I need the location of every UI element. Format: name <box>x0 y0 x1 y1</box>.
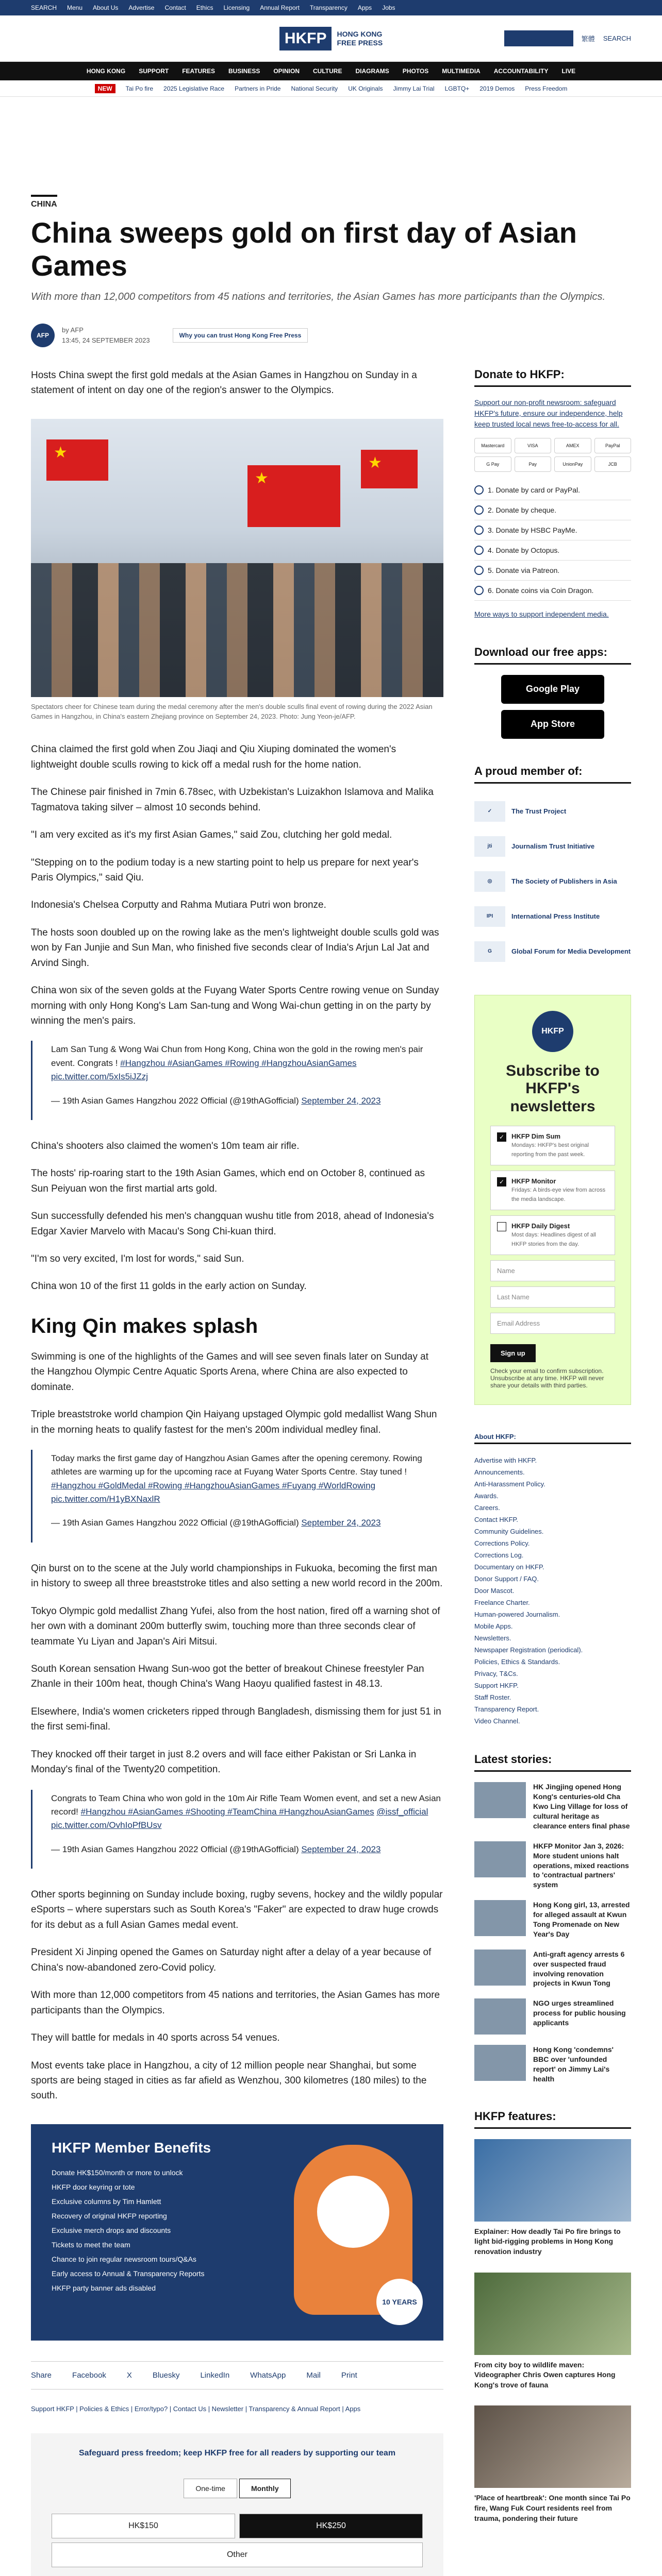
article-standfirst: With more than 12,000 competitors from 45 nations and territories, the Asian Games has more participants than the Olympics. <box>31 291 606 302</box>
donate-method[interactable]: 4. Donate by Octopus. <box>474 540 631 561</box>
member-org[interactable]: ✓ The Trust Project <box>474 794 631 829</box>
promo-item: Chance to join regular newsroom tours/Q&As <box>52 2255 196 2263</box>
share-bar <box>31 2361 443 2389</box>
paragraph: Other sports beginning on Sunday include boxing, rugby sevens, hockey and the wildly popular eSports – where superstars such as South Korea's "Faker" are expected to draw huge crowds for its debut as a full Asian Games medal event. <box>31 1889 443 1930</box>
topbar-link[interactable]: Licensing <box>223 4 250 11</box>
last-name-input[interactable]: Last Name <box>490 1286 615 1308</box>
pic-link[interactable]: pic.twitter.com/5xIs5iJZzj <box>51 1072 148 1082</box>
sidebar-heading: HKFP features: <box>474 2110 631 2129</box>
paragraph: Tokyo Olympic gold medallist Zhang Yufei, also from the host nation, fired off a warning shot of her own with a dominant 200m butterfly swim, touching more than three seconds clear of teammate Yu Liyan and Japan's Airi Mitsui. <box>31 1605 440 1647</box>
subnav-item[interactable]: 2025 Legislative Race <box>163 84 225 92</box>
sidebar-heading: Latest stories: <box>474 1753 631 1772</box>
topbar-link[interactable]: Jobs <box>382 4 395 11</box>
promo-item: HKFP door keyring or tote <box>52 2182 135 2191</box>
paragraph: China claimed the first gold when Zou Jiaqi and Qiu Xiuping dominated the women's lightweight double sculls rowing to kick off a medal rush for the home nation. <box>31 744 396 770</box>
about-link[interactable]: Announcements. <box>474 1468 525 1477</box>
about-link[interactable]: Corrections Log. <box>474 1551 524 1560</box>
paragraph: Sun successfully defended his men's changquan wushu title from 2018, ahead of Indonesia's Edgar Xavier Marvelo with Macau's Song Chi-kuan third. <box>31 1211 434 1237</box>
radio-icon <box>474 566 484 575</box>
paragraph: South Korean sensation Hwang Sun-woo got the better of breakout Chinese freestyler Pan Zhanle in their 100m heat, though China's Wang Haoyu qualified fastest in 48.13. <box>31 1664 424 1690</box>
paragraph: They knocked off their target in just 8.2 overs and will face either Pakistan or Sri Lanka in Monday's final of the Twenty20 competition. <box>31 1749 417 1775</box>
feature-item[interactable]: From city boy to wildlife maven: Videographer Chris Owen captures Hong Kong's trove of fauna <box>474 2273 631 2391</box>
radio-icon <box>474 526 484 535</box>
tweet-embed: Lam San Tung & Wong Wai Chun from Hong Kong, China won the gold in the rowing men's pair event. Congrats ! #Hangzhou #AsianGames #Rowing #HangzhouAsianGames pic.twitter.com/5xIs5iJZzj — 19th Asian Games Hangzhou 2022 Official (@19thAGofficial) September 24, 2023 <box>31 1041 443 1120</box>
about-link[interactable]: Documentary on HKFP. <box>474 1563 544 1571</box>
paragraph: The Chinese pair finished in 7min 6.78sec, with Uzbekistan's Luizakhon Islamova and Malika Tagmatova taking silver – almost 10 seconds behind. <box>31 787 434 813</box>
feature-image <box>474 2405 631 2488</box>
paragraph: The hosts soon doubled up on the rowing lake as the men's lightweight double sculls gold was won by Fan Junjie and Sun Man, who finished five seconds clear of India's Arjun Lal Jat and Arvind Singh. <box>31 927 439 969</box>
subnav-item[interactable]: Partners in Pride <box>235 84 281 92</box>
checkbox-checked-icon[interactable]: ✓ <box>497 1177 506 1187</box>
about-link[interactable]: Privacy, T&Cs. <box>474 1670 518 1678</box>
about-link[interactable]: Mobile Apps. <box>474 1622 513 1631</box>
newsletter-option[interactable]: ✓ HKFP Monitor Fridays: A birds-eye view from across the media landscape. <box>490 1171 615 1210</box>
org-logo-icon: IPI <box>474 906 505 927</box>
member-sidebar <box>474 765 631 969</box>
paragraph: President Xi Jinping opened the Games on Saturday night after a delay of a year because of China's now-abandoned zero-Covid policy. <box>31 1947 432 1973</box>
promo-item: Tickets to meet the team <box>52 2240 130 2249</box>
checkbox-checked-icon[interactable]: ✓ <box>497 1132 506 1142</box>
radio-icon <box>474 586 484 595</box>
paragraph: Swimming is one of the highlights of the Games and will see seven finals later on Sunday at the Hangzhou Olympic Centre Aquatic Sports Arena, where China are also expected to dominate. <box>31 1351 428 1393</box>
more-ways-link[interactable]: More ways to support independent media. <box>474 609 609 618</box>
payment-logos-small <box>474 438 631 472</box>
flag-icon <box>247 465 340 527</box>
new-badge: NEW <box>95 84 115 93</box>
nav-item[interactable]: HONG KONG <box>86 67 126 75</box>
author-name[interactable]: by AFP <box>62 326 84 334</box>
donate-method[interactable]: 6. Donate coins via Coin Dragon. <box>474 581 631 601</box>
story-thumbnail <box>474 2045 526 2081</box>
promo-item: Donate HK$150/month or more to unlock <box>52 2168 183 2177</box>
mention-link[interactable]: @issf_official <box>376 1806 428 1817</box>
promo-item: Recovery of original HKFP reporting <box>52 2211 167 2220</box>
apps-sidebar <box>474 646 631 739</box>
tweet-date-link[interactable]: September 24, 2023 <box>301 1844 381 1854</box>
tweet-date-link[interactable]: September 24, 2023 <box>301 1518 381 1528</box>
share-print[interactable]: Print <box>341 2370 357 2380</box>
top-bar <box>0 0 662 15</box>
paragraph: With more than 12,000 competitors from 45 nations and territories, the Asian Games has more participants than the Olympics. <box>31 1990 440 2016</box>
donate-method[interactable]: 1. Donate by card or PayPal. <box>474 480 631 500</box>
about-link[interactable]: Video Channel. <box>474 1717 520 1725</box>
payment-logo: JCB <box>594 456 632 472</box>
topbar-link[interactable]: SEARCH <box>31 4 57 11</box>
paragraph: Most events take place in Hangzhou, a city of 12 million people near Shanghai, but some sports are being staged in cities as far afield as Wenzhou, 300 kilometres (180 miles) to the south. <box>31 2060 427 2102</box>
org-logo-icon: G <box>474 941 505 962</box>
newsletter-note: Check your email to confirm subscription. Unsubscribe at any time. HKFP will never share your details with third parties. <box>490 1367 604 1389</box>
latest-stories <box>474 1753 631 2084</box>
sub-nav <box>0 80 662 97</box>
about-sidebar <box>474 1431 631 1727</box>
article-category[interactable]: CHINA <box>31 195 57 209</box>
pic-link[interactable]: pic.twitter.com/OvhIoPfBUsv <box>51 1820 162 1831</box>
nav-item[interactable]: SUPPORT <box>139 67 169 75</box>
section-heading: King Qin makes splash <box>31 1314 258 1337</box>
topbar-link[interactable]: About Us <box>93 4 119 11</box>
payment-logo: UnionPay <box>554 456 591 472</box>
radio-icon <box>474 546 484 555</box>
sidebar-heading: Download our free apps: <box>474 646 631 665</box>
share-whatsapp[interactable]: WhatsApp <box>250 2370 286 2380</box>
google-play-button[interactable]: Google Play <box>501 675 604 704</box>
paragraph: Hosts China swept the first gold medals at the Asian Games in Hangzhou on Sunday in a statement of intent on day one of the region's answer to the Olympics. <box>31 369 417 396</box>
trust-link[interactable]: Why you can trust Hong Kong Free Press <box>173 328 308 343</box>
amount-other[interactable]: Other <box>52 2543 423 2567</box>
org-logo-icon: ◎ <box>474 871 505 892</box>
subnav-item[interactable]: National Security <box>291 84 338 92</box>
payment-logo: PayPal <box>594 438 632 453</box>
about-link[interactable]: Door Mascot. <box>474 1587 515 1595</box>
feature-item[interactable]: 'Place of heartbreak': One month since Tai Po fire, Wang Fuk Court residents reel from trauma, pondering their future <box>474 2405 631 2523</box>
about-link[interactable]: Support HKFP. <box>474 1682 519 1690</box>
paragraph: Qin burst on to the scene at the July world championships in Fukuoka, becoming the first man in history to sweep all three breaststroke titles and also setting a new world record in the 200m. <box>31 1563 443 1589</box>
donate-heading: Safeguard press freedom; keep HKFP free for all readers by supporting our team <box>78 2448 396 2458</box>
radio-icon <box>474 485 484 495</box>
about-link[interactable]: Awards. <box>474 1492 499 1500</box>
subnav-item[interactable]: 2019 Demos <box>479 84 515 92</box>
paragraph: China won 10 of the first 11 golds in the early action on Sunday. <box>31 1281 307 1292</box>
story-item[interactable]: Anti-graft agency arrests 6 over suspected fraud involving renovation projects in Kwun Tong <box>474 1950 631 1989</box>
newsletter-option[interactable]: ✓ HKFP Dim Sum Mondays: HKFP's best original reporting from the past week. <box>490 1126 615 1165</box>
main-nav <box>0 62 662 80</box>
share-facebook[interactable]: Facebook <box>72 2370 106 2380</box>
nav-item[interactable]: ACCOUNTABILITY <box>493 67 549 75</box>
feature-image <box>474 2273 631 2355</box>
topbar-link[interactable]: Apps <box>357 4 372 11</box>
paragraph: "I'm so very excited, I'm lost for words," said Sun. <box>31 1253 244 1265</box>
newsletter-logo: HKFP <box>532 1011 573 1052</box>
hashtag-link[interactable]: #Hangzhou #AsianGames #Rowing #HangzhouAsianGames <box>120 1058 357 1068</box>
article-title: China sweeps gold on first day of Asian Games <box>31 216 577 282</box>
hashtag-link[interactable]: #Hangzhou #AsianGames #Shooting #TeamChina #HangzhouAsianGames <box>80 1806 374 1817</box>
feature-image <box>474 2139 631 2222</box>
story-item[interactable]: Hong Kong girl, 13, arrested for alleged assault at Kwun Tong Promenade on New Year's Day <box>474 1900 631 1939</box>
topbar-link[interactable]: Contact <box>164 4 186 11</box>
member-benefits-banner[interactable] <box>31 2124 443 2341</box>
search-link[interactable]: SEARCH <box>603 35 631 42</box>
about-link[interactable]: Staff Roster. <box>474 1693 511 1702</box>
paragraph: They will battle for medals in 40 sports across 54 venues. <box>31 2032 280 2044</box>
anniversary-badge: 10 YEARS <box>376 2279 423 2325</box>
donate-amounts <box>52 2514 423 2567</box>
about-link[interactable]: Newspaper Registration (periodical). <box>474 1646 583 1654</box>
member-org[interactable]: IPI International Press Institute <box>474 899 631 934</box>
pic-link[interactable]: pic.twitter.com/H1yBXNaxlR <box>51 1494 160 1504</box>
tab-one-time[interactable]: One-time <box>184 2479 237 2498</box>
nav-item[interactable]: DIAGRAMS <box>355 67 389 75</box>
topbar-link[interactable]: Annual Report <box>260 4 300 11</box>
topbar-link[interactable]: Ethics <box>196 4 213 11</box>
about-link[interactable]: Policies, Ethics & Standards. <box>474 1658 560 1666</box>
story-item[interactable]: Hong Kong 'condemns' BBC over 'unfounded report' on Jimmy Lai's health <box>474 2045 631 2084</box>
publish-date: 13:45, 24 SEPTEMBER 2023 <box>62 336 150 344</box>
donate-method[interactable]: 3. Donate by HSBC PayMe. <box>474 520 631 540</box>
promo-item: Early access to Annual & Transparency Reports <box>52 2269 205 2278</box>
paragraph: The hosts' rip-roaring start to the 19th Asian Games, which end on October 8, continued as Sun Peiyuan won the first martial arts gold. <box>31 1168 425 1194</box>
nav-item[interactable]: BUSINESS <box>228 67 260 75</box>
language-link[interactable]: 繁體 <box>581 35 595 43</box>
newsletter-signup <box>474 995 631 1405</box>
member-org[interactable]: jti Journalism Trust Initiative <box>474 829 631 864</box>
about-link[interactable]: Corrections Policy. <box>474 1539 530 1548</box>
payment-logo: G Pay <box>474 456 511 472</box>
features-sidebar <box>474 2110 631 2523</box>
signup-button[interactable]: Sign up <box>490 1344 536 1362</box>
member-org[interactable]: ◎ The Society of Publishers in Asia <box>474 864 631 899</box>
paragraph: Elsewhere, India's women cricketers ripped through Bangladesh, dismissing them for just 51 in the first semi-final. <box>31 1706 441 1733</box>
support-button[interactable]: SUPPORT HKFP <box>504 30 573 46</box>
nav-item[interactable]: MULTIMEDIA <box>442 67 481 75</box>
payment-logo: Mastercard <box>474 438 511 453</box>
paragraph: China's shooters also claimed the women's 10m team air rifle. <box>31 1140 300 1151</box>
feature-item[interactable]: Explainer: How deadly Tai Po fire brings to light bid-rigging problems in Hong Kong renovation industry <box>474 2139 631 2257</box>
footer-links[interactable]: Support HKFP | Policies & Ethics | Error/typo? | Contact Us | Newsletter | Transparency & Annual Report | Apps <box>31 2404 361 2413</box>
flag-icon <box>46 439 108 481</box>
article-photo <box>31 419 443 697</box>
donate-widget <box>31 2433 443 2576</box>
paragraph: "Stepping on to the podium today is a new starting point to help us prepare for next year's Paris Olympics," said Qiu. <box>31 857 419 883</box>
tweet-embed: Today marks the first game day of Hangzhou Asian Games after the opening ceremony. Rowing athletes are warming up for the upcoming race at Fuyang Water Sports Centre. Stay tuned ! #Hangzhou #GoldMedal #Rowing #HangzhouAsianGames #Fuyang #WorldRowing pic.twitter.com/H1yBXNaxlR — 19th Asian Games Hangzhou 2022 Official (@19thAGofficial) September 24, 2023 <box>31 1450 443 1543</box>
share-label: Share <box>31 2370 52 2380</box>
amount-option[interactable]: HK$150 <box>52 2514 235 2538</box>
site-header <box>0 15 662 62</box>
share-mail[interactable]: Mail <box>306 2370 321 2380</box>
tweet-date-link[interactable]: September 24, 2023 <box>301 1095 381 1106</box>
crowd-illustration <box>31 563 443 697</box>
promo-title: HKFP Member Benefits <box>52 2139 211 2156</box>
about-link[interactable]: Community Guidelines. <box>474 1528 544 1536</box>
share-bluesky[interactable]: Bluesky <box>152 2370 180 2380</box>
sidebar-heading: Donate to HKFP: <box>474 368 631 387</box>
about-link[interactable]: Donor Support / FAQ. <box>474 1575 539 1583</box>
photo-caption: Spectators cheer for Chinese team during the medal ceremony after the men's double sculls final event of rowing during the 2022 Asian Games in Hangzhou, in China's eastern Zhejiang province on September 24, 2023. Photo: Jung Yeon-je/AFP. <box>31 702 433 720</box>
org-logo-icon: jti <box>474 836 505 857</box>
nav-item[interactable]: CULTURE <box>313 67 342 75</box>
article-body <box>31 368 443 2576</box>
subnav-item[interactable]: Jimmy Lai Trial <box>393 84 435 92</box>
subnav-item[interactable]: Tai Po fire <box>125 84 154 92</box>
paragraph: Indonesia's Chelsea Corputty and Rahma Mutiara Putri won bronze. <box>31 900 326 911</box>
amount-option[interactable]: HK$250 <box>239 2514 423 2538</box>
story-thumbnail <box>474 1782 526 1818</box>
story-thumbnail <box>474 1900 526 1936</box>
story-thumbnail <box>474 1950 526 1986</box>
first-name-input[interactable]: Name <box>490 1260 615 1281</box>
newsletter-option[interactable]: HKFP Daily Digest Most days: Headlines digest of all HKFP stories from the day. <box>490 1215 615 1255</box>
hashtag-link[interactable]: #Hangzhou #GoldMedal #Rowing #HangzhouAsianGames #Fuyang #WorldRowing <box>51 1480 376 1490</box>
promo-list <box>52 2168 204 2298</box>
paragraph: China won six of the seven golds at the Fuyang Water Sports Centre rowing venue on Sunday morning with only Hong Kong's Lam San-tung and Wong Wai-chun getting in on the party by winning the men's pairs. <box>31 985 439 1027</box>
subnav-item[interactable]: UK Originals <box>348 84 383 92</box>
donate-text[interactable]: Support our non-profit newsroom: safeguard HKFP's future, ensure our independence, help keep trusted local news free-to-access for all. <box>474 398 623 428</box>
tab-monthly[interactable]: Monthly <box>239 2479 291 2498</box>
story-item[interactable]: HKFP Monitor Jan 3, 2026: More student unions halt operations, mixed reactions to 'contractual partners' system <box>474 1841 631 1890</box>
byline <box>31 324 631 347</box>
about-link[interactable]: Careers. <box>474 1504 500 1512</box>
payment-logo: Pay <box>515 456 552 472</box>
about-link[interactable]: Advertise with HKFP. <box>474 1456 537 1465</box>
donate-tabs <box>52 2479 423 2498</box>
payment-logo: AMEX <box>554 438 591 453</box>
about-link[interactable]: Anti-Harassment Policy. <box>474 1480 545 1488</box>
donate-method[interactable]: 2. Donate by cheque. <box>474 500 631 520</box>
org-logo-icon: ✓ <box>474 801 505 822</box>
nav-item[interactable]: LIVE <box>561 67 576 75</box>
about-link[interactable]: Human-powered Journalism. <box>474 1611 560 1619</box>
subnav-item[interactable]: LGBTQ+ <box>444 84 470 92</box>
nav-item[interactable]: FEATURES <box>182 67 215 75</box>
flag-icon <box>361 450 418 488</box>
donate-sidebar <box>474 368 631 620</box>
story-thumbnail <box>474 1998 526 2035</box>
about-link[interactable]: Contact HKFP. <box>474 1516 519 1524</box>
promo-item: Exclusive merch drops and discounts <box>52 2226 171 2234</box>
share-linkedin[interactable]: LinkedIn <box>200 2370 230 2380</box>
about-link[interactable]: Transparency Report. <box>474 1705 539 1714</box>
logo-mark: HKFP <box>279 27 332 50</box>
topbar-link[interactable]: Transparency <box>309 4 347 11</box>
sidebar-heading: A proud member of: <box>474 765 631 784</box>
app-store-button[interactable]: App Store <box>501 710 604 739</box>
about-link[interactable]: Freelance Charter. <box>474 1599 530 1607</box>
story-item[interactable]: HK Jingjing opened Hong Kong's centuries-old Cha Kwo Ling Village for loss of cultural heritage as clearance enters final phase <box>474 1782 631 1831</box>
sidebar-heading: About HKFP: <box>474 1431 631 1444</box>
sidebar <box>474 368 631 2576</box>
radio-icon <box>474 505 484 515</box>
author-avatar[interactable]: AFP <box>31 324 55 347</box>
topbar-link[interactable]: Advertise <box>128 4 155 11</box>
nav-item[interactable]: PHOTOS <box>402 67 429 75</box>
member-org[interactable]: G Global Forum for Media Development <box>474 934 631 969</box>
share-x[interactable]: X <box>126 2370 132 2380</box>
header-actions <box>504 30 631 46</box>
promo-item: HKFP party banner ads disabled <box>52 2283 156 2292</box>
donate-method[interactable]: 5. Donate via Patreon. <box>474 561 631 581</box>
story-thumbnail <box>474 1841 526 1877</box>
paragraph: Triple breaststroke world champion Qin Haiyang upstaged Olympic gold medallist Wang Shun in the morning heats to qualify fastest for the men's 200m individual medley final. <box>31 1409 437 1435</box>
site-logo[interactable] <box>279 27 383 50</box>
email-input[interactable]: Email Address <box>490 1313 615 1334</box>
about-link[interactable]: Newsletters. <box>474 1634 511 1642</box>
promo-item: Exclusive columns by Tim Hamlett <box>52 2197 161 2206</box>
newsletter-title: Subscribe to HKFP's newsletters <box>506 1062 600 1115</box>
paragraph: "I am very excited as it's my first Asian Games," said Zou, clutching her gold medal. <box>31 829 392 841</box>
topbar-link[interactable]: Menu <box>67 4 83 11</box>
tweet-embed: Congrats to Team China who won gold in the 10m Air Rifle Team Women event, and set a new Asian record! #Hangzhou #AsianGames #Shooting #TeamChina #HangzhouAsianGames @issf_official pic.twitter.com/OvhIoPfBUsv — 19th Asian Games Hangzhou 2022 Official (@19thAGofficial) September 24, 2023 <box>31 1790 443 1869</box>
payment-logo: VISA <box>515 438 552 453</box>
story-item[interactable]: NGO urges streamlined process for public housing applicants <box>474 1998 631 2035</box>
subnav-item[interactable]: Press Freedom <box>525 84 568 92</box>
checkbox-icon[interactable] <box>497 1222 506 1231</box>
logo-wordmark: HONG KONG FREE PRESS <box>337 29 383 47</box>
nav-item[interactable]: OPINION <box>273 67 300 75</box>
